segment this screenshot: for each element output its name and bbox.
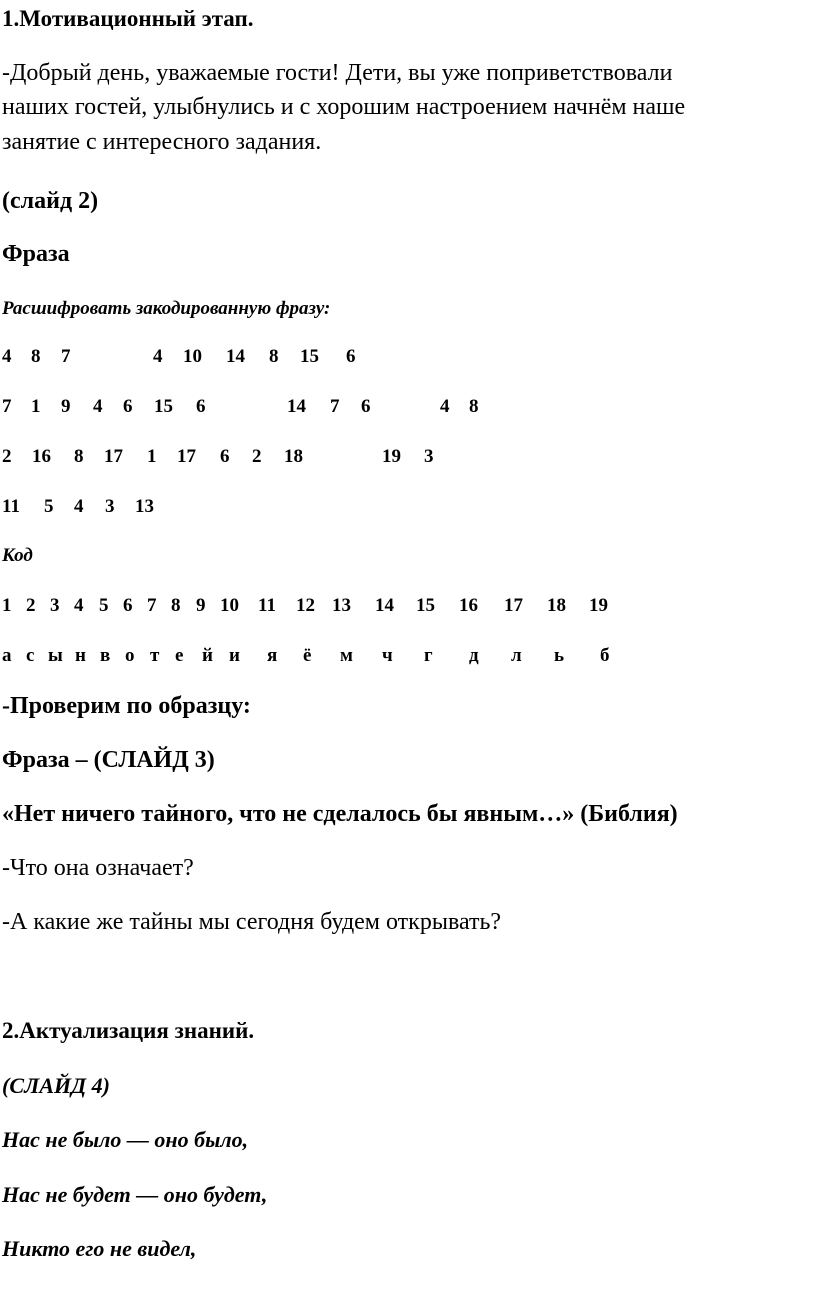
encoded-number: 17 (177, 446, 196, 467)
encoded-number: 6 (220, 446, 230, 467)
code-number: 17 (504, 595, 523, 616)
code-number: 14 (375, 595, 394, 616)
check-by-sample: -Проверим по образцу: (2, 693, 251, 719)
code-number: 12 (296, 595, 315, 616)
code-number: 18 (547, 595, 566, 616)
code-number: 7 (147, 595, 157, 616)
encoded-number: 7 (330, 396, 340, 417)
code-letter: л (511, 645, 522, 666)
encoded-number: 3 (105, 496, 115, 517)
encoded-number: 14 (226, 346, 245, 367)
encoded-number: 3 (424, 446, 434, 467)
encoded-number: 9 (61, 396, 71, 417)
code-number: 15 (416, 595, 435, 616)
code-number: 2 (26, 595, 36, 616)
decode-task: Расшифровать закодированную фразу: (2, 298, 331, 319)
encoded-number: 4 (93, 396, 103, 417)
intro-line-3: занятие с интересного задания. (2, 129, 322, 155)
section1-heading: 1.Мотивационный этап. (2, 6, 254, 31)
encoded-number: 1 (31, 396, 41, 417)
code-number: 9 (196, 595, 206, 616)
encoded-number: 6 (361, 396, 371, 417)
encoded-number: 2 (252, 446, 262, 467)
phrase-slide-3: Фраза – (СЛАЙД 3) (2, 747, 215, 773)
poem-line-2: Нас не будет — оно будет, (2, 1182, 268, 1207)
question-secrets: -А какие же тайны мы сегодня будем открывать? (2, 909, 502, 935)
encoded-number: 19 (382, 446, 401, 467)
encoded-row-4 (2, 496, 802, 520)
encoded-number: 14 (287, 396, 306, 417)
encoded-number: 8 (269, 346, 279, 367)
poem-line-1: Нас не было — оно было, (2, 1127, 249, 1152)
code-letter: д (469, 645, 479, 666)
section2-heading: 2.Актуализация знаний. (2, 1018, 255, 1043)
code-number: 11 (258, 595, 276, 616)
encoded-number: 1 (147, 446, 157, 467)
code-letter: й (202, 645, 213, 666)
encoded-number: 16 (32, 446, 51, 467)
code-letter: с (26, 645, 35, 666)
bible-quote: «Нет ничего тайного, что не сделалось бы явным…» (Библия) (2, 801, 678, 827)
code-letter: в (100, 645, 111, 666)
encoded-number: 17 (104, 446, 123, 467)
code-letters-row (2, 645, 802, 669)
code-number: 10 (220, 595, 239, 616)
phrase-label: Фраза (2, 241, 70, 267)
code-letter: и (229, 645, 240, 666)
encoded-number: 10 (183, 346, 202, 367)
code-letter: т (150, 645, 160, 666)
code-letter: а (2, 645, 12, 666)
encoded-number: 15 (300, 346, 319, 367)
encoded-number: 13 (135, 496, 154, 517)
code-letter: е (175, 645, 184, 666)
encoded-number: 4 (153, 346, 163, 367)
encoded-row-3 (2, 446, 802, 470)
code-letter: ы (48, 645, 63, 666)
encoded-number: 8 (74, 446, 84, 467)
encoded-number: 7 (61, 346, 71, 367)
poem-line-3: Никто его не видел, (2, 1236, 197, 1261)
encoded-number: 15 (154, 396, 173, 417)
code-letter: ё (303, 645, 312, 666)
encoded-number: 18 (284, 446, 303, 467)
code-numbers-row (2, 595, 802, 619)
encoded-number: 6 (123, 396, 133, 417)
encoded-row-2 (2, 396, 802, 420)
intro-line-2: наших гостей, улыбнулись и с хорошим настроением начнём наше (2, 94, 686, 120)
code-letter: ь (554, 645, 565, 666)
code-number: 8 (171, 595, 181, 616)
code-letter: ч (382, 645, 393, 666)
code-letter: г (424, 645, 433, 666)
encoded-number: 8 (31, 346, 41, 367)
encoded-number: 5 (44, 496, 54, 517)
code-number: 19 (589, 595, 608, 616)
code-label: Код (2, 545, 33, 566)
code-letter: я (267, 645, 278, 666)
encoded-number: 6 (196, 396, 206, 417)
code-number: 6 (123, 595, 133, 616)
encoded-number: 4 (2, 346, 12, 367)
encoded-number: 8 (469, 396, 479, 417)
code-number: 5 (99, 595, 109, 616)
code-number: 16 (459, 595, 478, 616)
code-number: 13 (332, 595, 351, 616)
intro-line-1: -Добрый день, уважаемые гости! Дети, вы уже поприветствовали (2, 60, 673, 86)
code-letter: м (340, 645, 353, 666)
code-letter: н (75, 645, 86, 666)
slide-2-label: (слайд 2) (2, 188, 99, 214)
code-number: 1 (2, 595, 12, 616)
code-letter: б (600, 645, 610, 666)
encoded-number: 7 (2, 396, 12, 417)
code-letter: о (125, 645, 135, 666)
question-meaning: -Что она означает? (2, 855, 194, 881)
encoded-number: 4 (74, 496, 84, 517)
slide-4-label: (СЛАЙД 4) (2, 1073, 111, 1098)
encoded-number: 2 (2, 446, 12, 467)
code-number: 4 (74, 595, 84, 616)
encoded-number: 6 (346, 346, 356, 367)
encoded-row-1 (2, 346, 802, 370)
encoded-number: 4 (440, 396, 450, 417)
encoded-number: 11 (2, 496, 20, 517)
code-number: 3 (50, 595, 60, 616)
